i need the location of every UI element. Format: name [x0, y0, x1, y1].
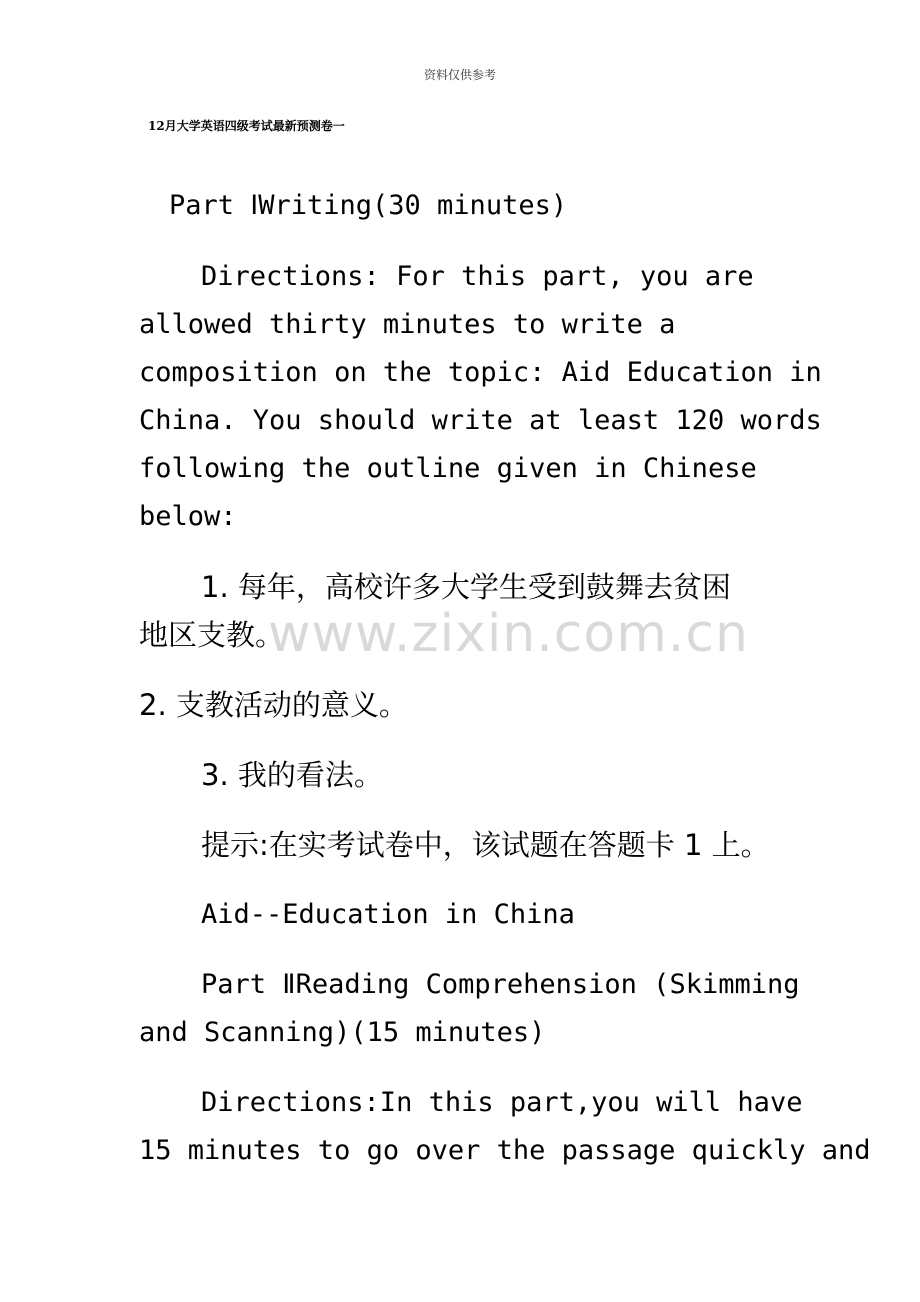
reference-note: 资料仅供参考	[423, 68, 496, 82]
part2-directions-line: Directions:In this part,you will have	[201, 1087, 803, 1118]
part1-heading: Part ⅠWriting(30 minutes)	[169, 190, 568, 221]
outline-item-2: 2. 支教活动的意义。	[139, 688, 408, 722]
essay-title: Aid--Education in China	[201, 899, 575, 930]
part1-directions-line: Directions: For this part, you are	[201, 261, 754, 292]
outline-item-1-continued: 地区支教。	[139, 618, 285, 652]
part1-directions-line: below:	[139, 501, 237, 532]
watermark: www.zixin.com.cn	[268, 604, 749, 664]
part1-directions-line: China. You should write at least 120 words	[139, 405, 822, 436]
outline-item-3: 3. 我的看法。	[201, 758, 383, 792]
part1-directions-line: following the outline given in Chinese	[139, 453, 757, 484]
part1-directions-line: allowed thirty minutes to write a	[139, 309, 676, 340]
part2-heading: Part ⅡReading Comprehension (Skimming	[201, 969, 800, 1000]
outline-item-1: 1. 每年，高校许多大学生受到鼓舞去贫困	[201, 570, 731, 604]
part2-heading-continued: and Scanning)(15 minutes)	[139, 1017, 546, 1048]
answer-sheet-hint: 提示:在实考试卷中，该试题在答题卡 1 上。	[201, 828, 770, 862]
part2-directions-line: 15 minutes to go over the passage quickly and	[139, 1135, 871, 1166]
part1-directions-line: composition on the topic: Aid Education in	[139, 357, 822, 388]
document-title: 12月大学英语四级考试最新预测卷一	[148, 119, 345, 133]
